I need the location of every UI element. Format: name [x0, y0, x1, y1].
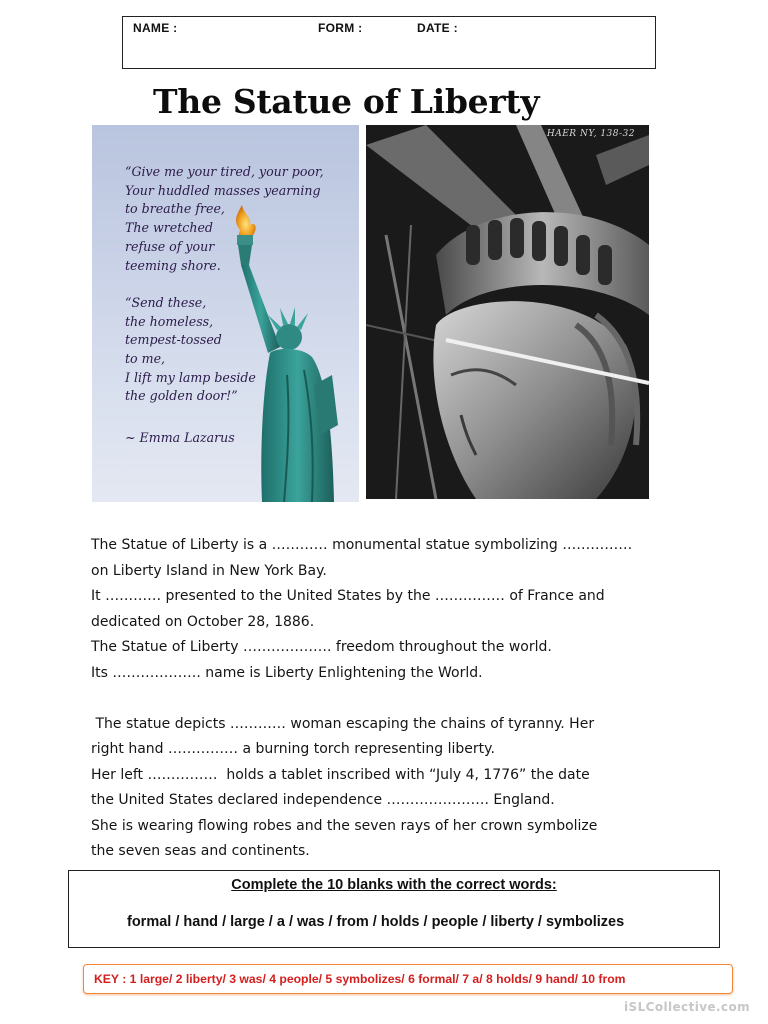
photo-caption: HAER NY, 138-32 — [546, 129, 635, 139]
passage-line: The statue depicts ………… woman escaping the chains of tyranny. Her — [91, 715, 595, 732]
answer-key: KEY : 1 large/ 2 liberty/ 3 was/ 4 people/ 5 symbolizes/ 6 formal/ 7 a/ 8 holds/ 9 hand/ 10 from — [94, 972, 626, 986]
form-label: FORM : — [318, 21, 363, 35]
quote-author: ~ Emma Lazarus — [125, 430, 235, 445]
passage-line: Her left …………… holds a tablet inscribed with “July 4, 1776” the date — [91, 766, 590, 783]
date-label: DATE : — [417, 21, 458, 35]
watermark: iSLCollective.com — [624, 1000, 750, 1014]
instruction-heading: Complete the 10 blanks with the correct words: — [231, 877, 557, 893]
passage-line: right hand …………… a burning torch representing liberty. — [91, 741, 495, 757]
statue-head-photo — [366, 125, 649, 499]
student-info-box — [122, 16, 656, 69]
lazarus-quote: “Give me your tired, your poor, Your huddled masses yearning to breathe free, The wretched refuse of your teeming shore. “Send these, the homeless, tempest-tossed to me, I lift my lamp beside the golden door!” — [125, 164, 324, 404]
passage-line: on Liberty Island in New York Bay. — [91, 562, 327, 579]
passage-line: The Statue of Liberty is a ………… monumental statue symbolizing …………… — [91, 537, 633, 553]
paragraph-gap — [91, 686, 721, 712]
answer-key-box — [83, 964, 733, 994]
passage-line: It ………… presented to the United States by the …………… of France and — [91, 588, 605, 604]
statue-head-icon — [366, 125, 649, 499]
passage-line: the United States declared independence …………………. England. — [91, 792, 555, 808]
name-label: NAME : — [133, 21, 178, 35]
passage-line: the seven seas and continents. — [91, 843, 310, 859]
word-bank-box — [68, 870, 720, 948]
page-title: The Statue of Liberty — [153, 82, 540, 121]
word-bank: formal / hand / large / a / was / from / holds / people / liberty / symbolizes — [127, 914, 625, 930]
passage-line: She is wearing flowing robes and the seven rays of her crown symbolize — [91, 817, 598, 834]
passage-line: The Statue of Liberty ………………. freedom throughout the world. — [91, 639, 552, 655]
fill-in-passage — [91, 533, 721, 865]
passage-line: Its ………………. name is Liberty Enlightening the World. — [91, 664, 483, 681]
statue-quote-image — [92, 125, 359, 502]
passage-line: dedicated on October 28, 1886. — [91, 613, 315, 630]
